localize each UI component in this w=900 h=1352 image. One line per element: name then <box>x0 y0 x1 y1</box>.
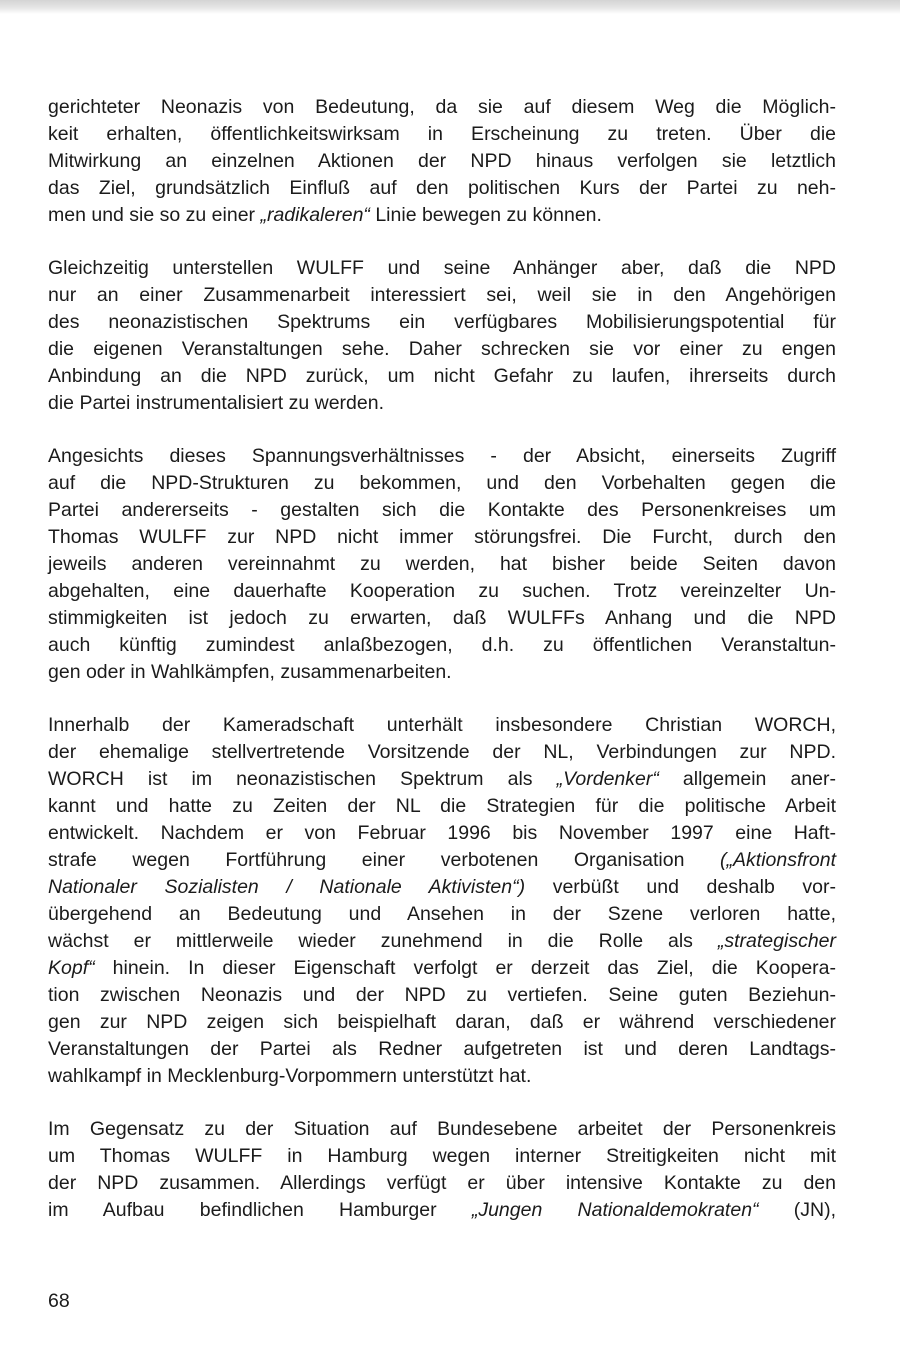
text-line <box>48 175 836 202</box>
text-line <box>48 470 836 497</box>
text-line <box>48 766 836 793</box>
text-segment: Linie bewegen zu können. <box>369 204 602 226</box>
text-line <box>48 336 836 363</box>
text-line <box>48 1036 836 1063</box>
text-line <box>48 202 836 229</box>
text-segment: gen oder in Wahlkämpfen, zusammenarbeiten. <box>48 661 452 683</box>
text-segment: Partei andererseits - gestalten sich die Kontakte des Personenkreises um <box>48 499 836 521</box>
text-segment: Thomas WULFF zur NPD nicht immer störungsfrei. Die Furcht, durch den <box>48 526 836 548</box>
text-segment: hinein. In dieser Eigenschaft verfolgt er derzeit das Ziel, die Koopera- <box>94 957 836 979</box>
text-segment: wahlkampf in Mecklenburg-Vorpommern unterstützt hat. <box>48 1065 532 1087</box>
text-segment: Angesichts dieses Spannungsverhältnisses - der Absicht, einerseits Zugriff <box>48 445 836 467</box>
text-segment: abgehalten, eine dauerhafte Kooperation zu suchen. Trotz vereinzelter Un- <box>48 580 836 602</box>
text-segment: der ehemalige stellvertretende Vorsitzende der NL, Verbindungen zur NPD. <box>48 741 836 763</box>
text-segment: wächst er mittlerweile wieder zunehmend in die Rolle als <box>48 930 718 952</box>
text-segment: Gleichzeitig unterstellen WULFF und seine Anhänger aber, daß die NPD <box>48 257 836 279</box>
text-line <box>48 605 836 632</box>
text-segment: entwickelt. Nachdem er von Februar 1996 bis November 1997 eine Haft- <box>48 822 836 844</box>
text-line <box>48 874 836 901</box>
text-line <box>48 255 836 282</box>
text-segment: Veranstaltungen der Partei als Redner aufgetreten ist und deren Landtags- <box>48 1038 836 1060</box>
text-line <box>48 148 836 175</box>
text-segment: Im Gegensatz zu der Situation auf Bundesebene arbeitet der Personenkreis <box>48 1118 836 1140</box>
text-line <box>48 901 836 928</box>
text-line <box>48 390 836 417</box>
text-segment: allgemein aner- <box>658 768 836 790</box>
text-line <box>48 94 836 121</box>
text-segment: des neonazistischen Spektrums ein verfügbares Mobilisierungspotential für <box>48 311 836 333</box>
text-line <box>48 793 836 820</box>
text-segment: Innerhalb der Kameradschaft unterhält insbesondere Christian WORCH, <box>48 714 836 736</box>
text-line <box>48 443 836 470</box>
italic-text: „strategischer <box>717 930 836 952</box>
text-line <box>48 578 836 605</box>
italic-text: „Vordenker“ <box>556 768 659 790</box>
text-segment: (JN), <box>758 1199 837 1221</box>
text-line <box>48 309 836 336</box>
text-line <box>48 955 836 982</box>
text-line <box>48 739 836 766</box>
text-line <box>48 928 836 955</box>
text-segment: das Ziel, grundsätzlich Einfluß auf den politischen Kurs der Partei zu neh- <box>48 177 836 199</box>
text-segment: strafe wegen Fortführung einer verbotenen Organisation <box>48 849 721 871</box>
text-line <box>48 1116 836 1143</box>
text-line <box>48 524 836 551</box>
text-line <box>48 1009 836 1036</box>
text-line <box>48 363 836 390</box>
paragraph <box>48 712 836 1090</box>
text-segment: übergehend an Bedeutung und Ansehen in der Szene verloren hatte, <box>48 903 836 925</box>
text-line <box>48 551 836 578</box>
text-segment: der NPD zusammen. Allerdings verfügt er über intensive Kontakte zu den <box>48 1172 836 1194</box>
text-line <box>48 632 836 659</box>
text-line <box>48 847 836 874</box>
text-segment: auch künftig zumindest anlaßbezogen, d.h. zu öffentlichen Veranstaltun- <box>48 634 836 656</box>
text-line <box>48 1170 836 1197</box>
page-number: 68 <box>48 1290 70 1312</box>
document-body <box>48 94 836 1250</box>
text-line <box>48 982 836 1009</box>
text-line <box>48 1143 836 1170</box>
text-segment: nur an einer Zusammenarbeit interessiert sei, weil sie in den Angehörigen <box>48 284 836 306</box>
text-segment: verbüßt und deshalb vor- <box>525 876 837 898</box>
text-segment: die eigenen Veranstaltungen sehe. Daher schrecken sie vor einer zu engen <box>48 338 836 360</box>
italic-text: „radikaleren“ <box>260 204 370 226</box>
text-line <box>48 820 836 847</box>
paragraph <box>48 1116 836 1224</box>
text-segment: jeweils anderen vereinnahmt zu werden, hat bisher beide Seiten davon <box>48 553 836 575</box>
paragraph <box>48 94 836 229</box>
text-segment: stimmigkeiten ist jedoch zu erwarten, daß WULFFs Anhang und die NPD <box>48 607 836 629</box>
italic-text: Kopf“ <box>48 957 95 979</box>
text-segment: keit erhalten, öffentlichkeitswirksam in Erscheinung zu treten. Über die <box>48 123 836 145</box>
text-segment: Mitwirkung an einzelnen Aktionen der NPD hinaus verfolgen sie letztlich <box>48 150 836 172</box>
text-segment: um Thomas WULFF in Hamburg wegen interner Streitigkeiten nicht mit <box>48 1145 836 1167</box>
paragraph <box>48 443 836 686</box>
text-segment: tion zwischen Neonazis und der NPD zu vertiefen. Seine guten Beziehun- <box>48 984 836 1006</box>
scan-top-edge <box>0 0 900 14</box>
text-line <box>48 712 836 739</box>
italic-text: „Jungen Nationaldemokraten“ <box>471 1199 759 1221</box>
text-segment: WORCH ist im neonazistischen Spektrum als <box>48 768 557 790</box>
text-segment: men und sie so zu einer <box>48 204 261 226</box>
text-line <box>48 1063 836 1090</box>
paragraph <box>48 255 836 417</box>
text-line <box>48 282 836 309</box>
text-line <box>48 1197 836 1224</box>
text-line <box>48 497 836 524</box>
text-segment: die Partei instrumentalisiert zu werden. <box>48 392 384 414</box>
text-segment: im Aufbau befindlichen Hamburger <box>48 1199 472 1221</box>
text-segment: auf die NPD-Strukturen zu bekommen, und den Vorbehalten gegen die <box>48 472 836 494</box>
italic-text: Nationaler Sozialisten / Nationale Aktivisten“) <box>48 876 526 898</box>
text-segment: gerichteter Neonazis von Bedeutung, da sie auf diesem Weg die Möglich- <box>48 96 836 118</box>
text-line <box>48 121 836 148</box>
text-segment: gen zur NPD zeigen sich beispielhaft daran, daß er während verschiedener <box>48 1011 836 1033</box>
text-line <box>48 659 836 686</box>
text-segment: Anbindung an die NPD zurück, um nicht Gefahr zu laufen, ihrerseits durch <box>48 365 836 387</box>
italic-text: („Aktionsfront <box>720 849 836 871</box>
text-segment: kannt und hatte zu Zeiten der NL die Strategien für die politische Arbeit <box>48 795 836 817</box>
